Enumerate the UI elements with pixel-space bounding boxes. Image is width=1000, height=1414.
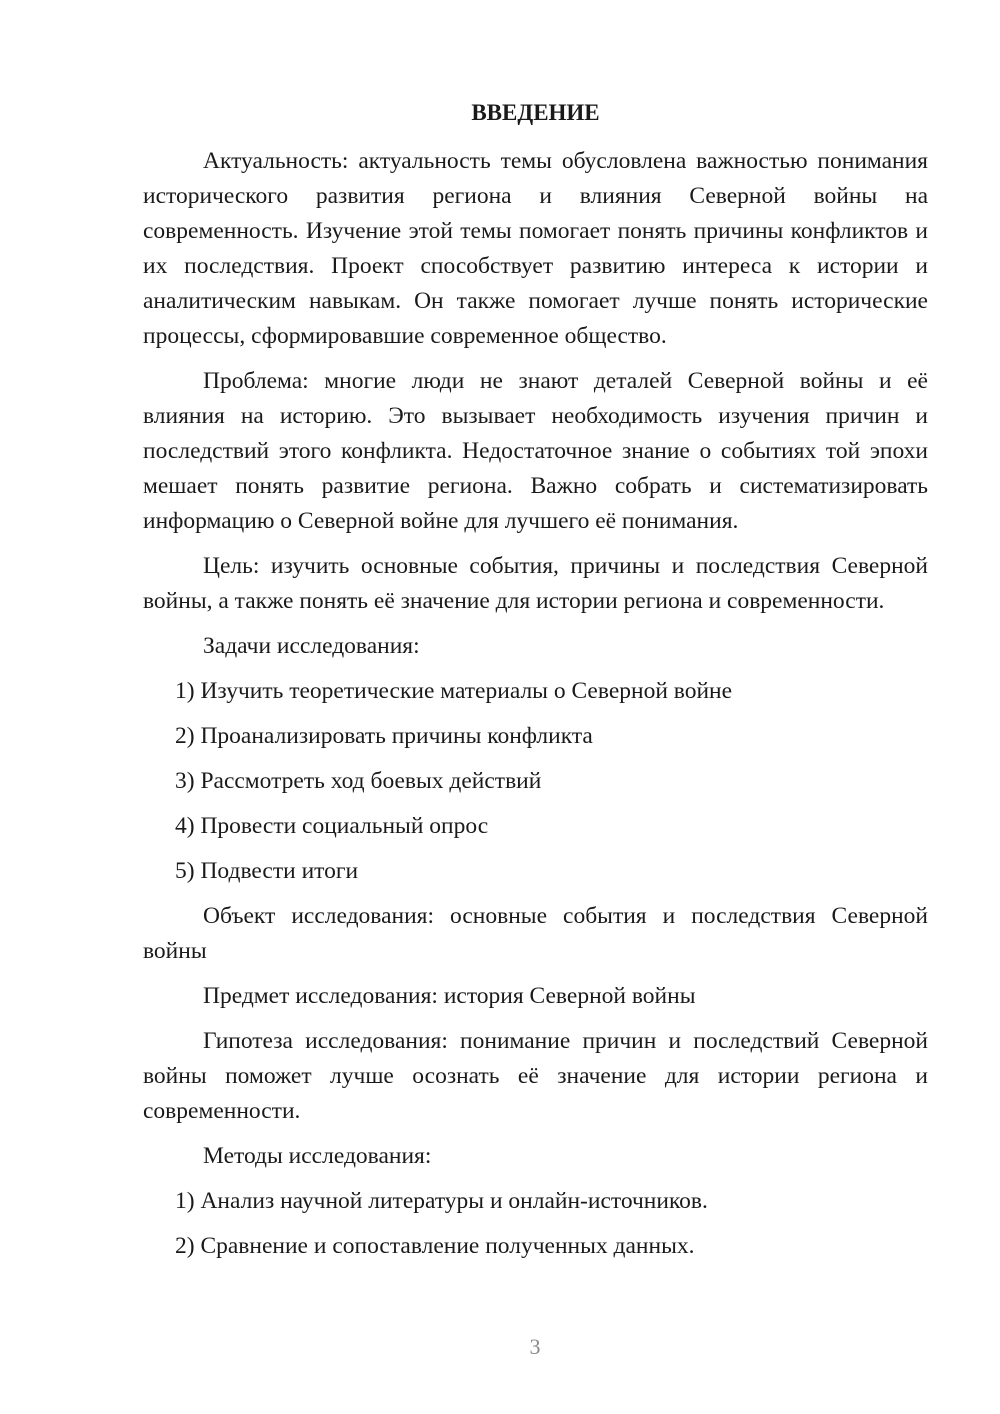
page-number: 3 [529, 1334, 541, 1359]
problem-paragraph: Проблема: многие люди не знают деталей Северной войны и её влияния на историю. Это вызывает необходимость изучения причин и последствий этого конфликта. Недостаточное знание о событиях той эпохи мешает понять развитие региона. Важно собрать и систематизировать информацию о Северной войне для лучшего её понимания. [143, 368, 928, 534]
tasks-label: Задачи исследования: [203, 633, 420, 659]
hypothesis-paragraph: Гипотеза исследования: понимание причин и последствий Северной войны поможет лучше осознать её значение для истории региона и современности. [143, 1028, 928, 1124]
goal-paragraph: Цель: изучить основные события, причины и последствия Северной войны, а также понять её значение для истории региона и современности. [143, 553, 928, 614]
page-title: ВВЕДЕНИЕ [471, 100, 600, 125]
method-item-2: 2) Сравнение и сопоставление полученных данных. [175, 1233, 695, 1259]
object-paragraph: Объект исследования: основные события и последствия Северной войны [143, 903, 928, 964]
task-item-2: 2) Проанализировать причины конфликта [175, 723, 593, 749]
task-item-1: 1) Изучить теоретические материалы о Северной войне [175, 678, 733, 704]
task-item-3: 3) Рассмотреть ход боевых действий [175, 768, 542, 794]
relevance-paragraph: Актуальность: актуальность темы обусловлена важностью понимания исторического развития региона и влияния Северной войны на современность. Изучение этой темы помогает понять причины конфликтов и их последствия. Проект способствует развитию интереса к истории и аналитическим навыкам. Он также помогает лучше понять исторические процессы, сформировавшие современное общество. [143, 148, 928, 349]
task-item-5: 5) Подвести итоги [175, 858, 359, 884]
method-item-1: 1) Анализ научной литературы и онлайн-источников. [175, 1188, 708, 1214]
document-page [143, 95, 928, 1274]
task-item-4: 4) Провести социальный опрос [175, 813, 489, 839]
methods-label: Методы исследования: [203, 1143, 432, 1169]
subject-paragraph: Предмет исследования: история Северной войны [203, 983, 696, 1009]
